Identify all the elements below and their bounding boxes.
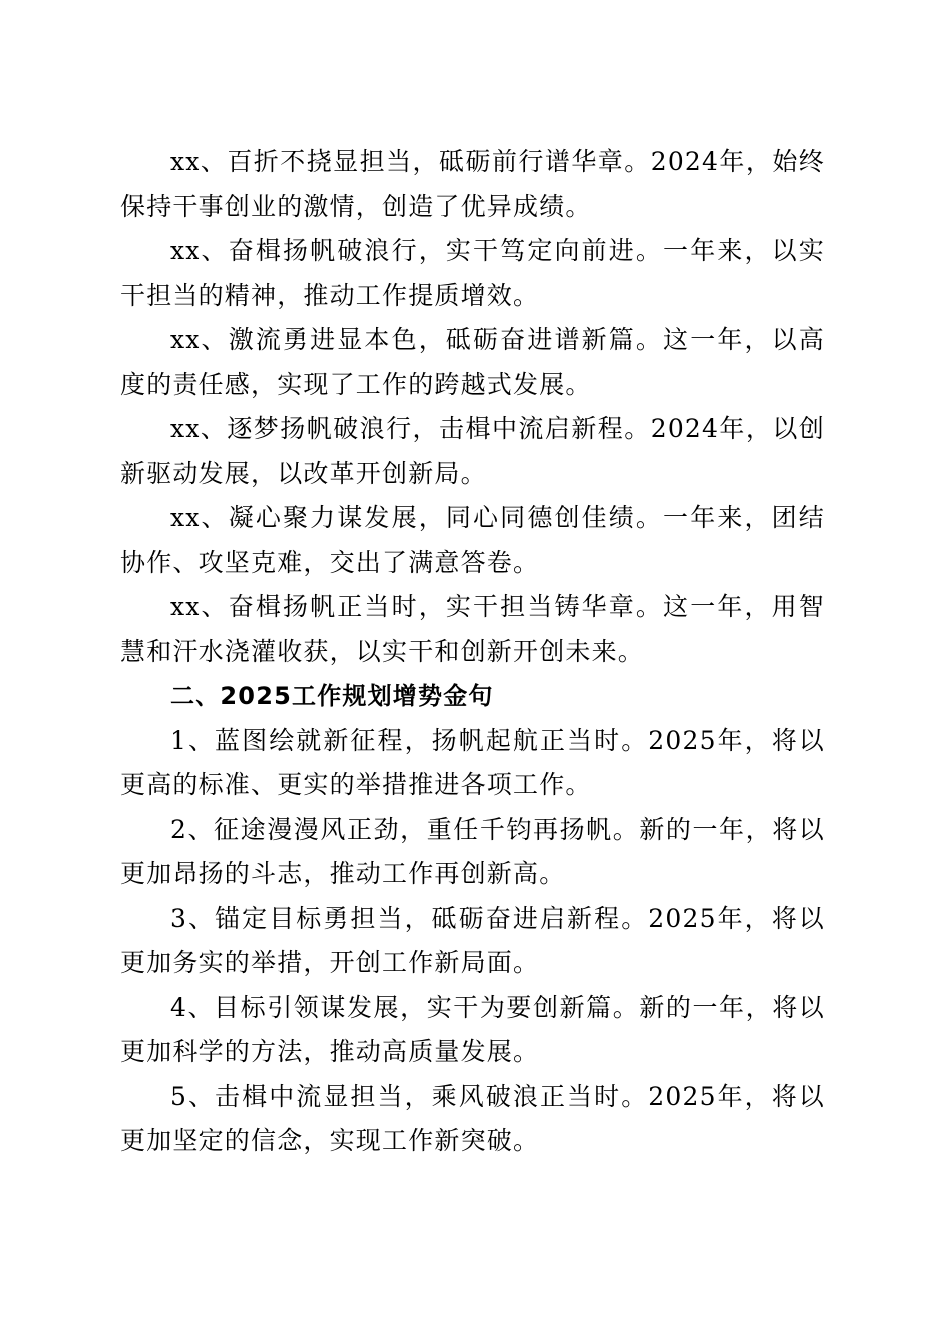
section-heading: 二、2025工作规划增势金句 <box>170 682 494 710</box>
paragraph-plan-1: 1、蓝图绘就新征程，扬帆起航正当时。2025年，将以更高的标准、更实的举措推进各项工作。 <box>120 725 825 799</box>
paragraph-plan-4: 4、目标引领谋发展，实干为要创新篇。新的一年，将以更加科学的方法，推动高质量发展。 <box>120 992 825 1066</box>
paragraph-xx-5: xx、凝心聚力谋发展，同心同德创佳绩。一年来，团结协作、攻坚克难，交出了满意答卷。 <box>120 503 825 577</box>
paragraph-xx-6: xx、奋楫扬帆正当时，实干担当铸华章。这一年，用智慧和汗水浇灌收获，以实干和创新开创未来。 <box>120 592 825 666</box>
paragraph-plan-2: 2、征途漫漫风正劲，重任千钧再扬帆。新的一年，将以更加昂扬的斗志，推动工作再创新高。 <box>120 814 825 888</box>
paragraph-xx-2: xx、奋楫扬帆破浪行，实干笃定向前进。一年来，以实干担当的精神，推动工作提质增效。 <box>120 236 825 310</box>
paragraph-xx-1: xx、百折不挠显担当，砥砺前行谱华章。2024年，始终保持干事创业的激情，创造了优异成绩。 <box>120 147 825 221</box>
document-page <box>120 140 825 1164</box>
paragraph-plan-3: 3、锚定目标勇担当，砥砺奋进启新程。2025年，将以更加务实的举措，开创工作新局面。 <box>120 903 825 977</box>
paragraph-plan-5: 5、击楫中流显担当，乘风破浪正当时。2025年，将以更加坚定的信念，实现工作新突破。 <box>120 1081 825 1155</box>
paragraph-xx-4: xx、逐梦扬帆破浪行，击楫中流启新程。2024年，以创新驱动发展，以改革开创新局。 <box>120 414 825 488</box>
paragraph-xx-3: xx、激流勇进显本色，砥砺奋进谱新篇。这一年，以高度的责任感，实现了工作的跨越式发展。 <box>120 325 825 399</box>
